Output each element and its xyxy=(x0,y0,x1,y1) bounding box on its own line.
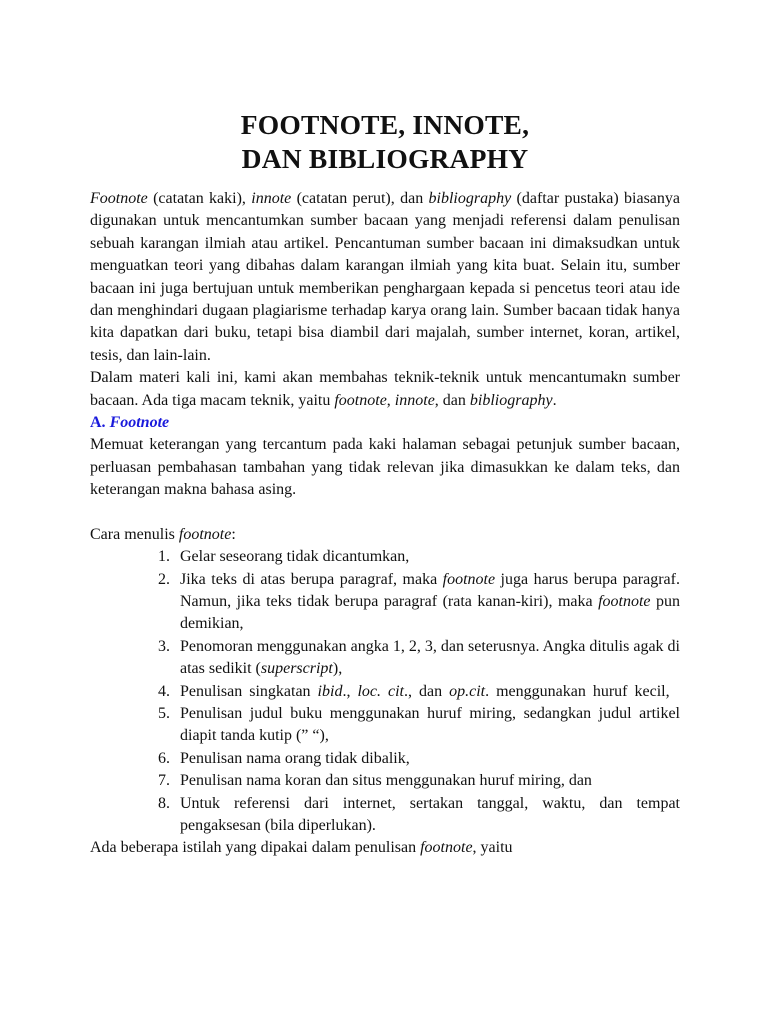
list-item xyxy=(90,569,680,636)
term-footnote: footnote xyxy=(598,592,651,610)
intro-text: (daftar pustaka) biasanya digunakan untuk mencantumkan sumber bacaan yang menjadi referensi dalam penulisan sebuah karangan ilmiah atau artikel. Pencantuman sumber bacaan ini dimaksudkan untuk menguatkan teori yang dibahas dalam karangan ilmiah yang kita buat. Selain itu, sumber bacaan ini juga bertujuan untuk memberikan penghargaan kepada si pencetus teori atau ide dan menghindari dugaan plagiarisme terhadap karya orang lain. Sumber bacaan tidak hanya kita dapatkan dari buku, tetapi bisa diambil dari majalah, sumber internet, koran, artikel, tesis, dan lain-lain. xyxy=(90,190,681,364)
list-text: juga harus berupa paragraf. Namun, jika teks tidak berupa paragraf (rata kanan-kiri), maka xyxy=(180,570,680,610)
list-item xyxy=(90,793,680,838)
list-text: Untuk referensi dari internet, sertakan tanggal, waktu, dan tempat pengaksesan (bila diperlukan). xyxy=(180,794,680,834)
list-item xyxy=(90,636,680,681)
term-loc-cit: loc. cit xyxy=(357,682,404,700)
term-innote: innote xyxy=(251,190,292,207)
list-text: ., xyxy=(342,682,358,700)
list-text: Jika teks di atas berupa paragraf, maka xyxy=(180,570,443,588)
list-item xyxy=(90,748,680,770)
list-text: . menggunakan huruf kecil, xyxy=(485,682,670,700)
list-item xyxy=(90,770,680,792)
list-number: 1. xyxy=(158,548,170,566)
closing-text: Ada beberapa istilah yang dipakai dalam penulisan xyxy=(90,839,421,857)
list-item xyxy=(90,546,680,568)
list-number: 8. xyxy=(158,794,170,812)
list-text: Penulisan nama orang tidak dibalik, xyxy=(180,749,410,767)
list-text: Penulisan judul buku menggunakan huruf miring, sedangkan judul artikel diapit tanda kutip (” “), xyxy=(180,704,680,745)
footnote-rules-list xyxy=(90,546,680,837)
term-footnote: footnote xyxy=(178,525,232,543)
cara-text: : xyxy=(231,525,236,543)
title-line-1: FOOTNOTE, INNOTE, xyxy=(240,109,530,140)
term-footnote: Footnote xyxy=(90,190,148,207)
closing-paragraph xyxy=(90,837,680,859)
list-text: ., dan xyxy=(403,682,450,700)
list-text: pun demikian, xyxy=(180,592,680,633)
section-a-body: Memuat keterangan yang tercantum pada kaki halaman sebagai petunjuk sumber bacaan, perluasan pembahasan tambahan yang tidak relevan jika dimasukkan ke dalam teks, dan keterangan makna bahasa asing. xyxy=(90,436,680,499)
section-a-name: Footnote xyxy=(109,414,170,432)
section-a-heading xyxy=(90,412,680,434)
term-bibliography: bibliography xyxy=(428,190,512,207)
section-a-prefix: A. xyxy=(90,414,110,432)
list-text: Penulisan singkatan xyxy=(180,682,318,700)
term-footnote: footnote xyxy=(442,570,496,588)
closing-text: , yaitu xyxy=(472,839,513,857)
list-number: 6. xyxy=(158,749,170,767)
intro-text: (catatan kaki), xyxy=(147,190,252,207)
cara-text: Cara menulis xyxy=(90,525,179,543)
materi-text: Dalam materi kali ini, kami akan membahas teknik-teknik untuk mencantumakn sumber bacaan. Ada tiga macam teknik, yaitu xyxy=(90,369,680,409)
document-page xyxy=(90,108,680,860)
materi-paragraph xyxy=(90,367,680,412)
list-number: 2. xyxy=(158,570,170,588)
list-number: 7. xyxy=(158,772,170,790)
list-number: 3. xyxy=(158,637,170,655)
term-footnote: footnote xyxy=(420,839,473,857)
blank-line xyxy=(90,502,680,524)
list-number: 5. xyxy=(158,704,170,722)
materi-text: . xyxy=(552,391,557,409)
term-innote: innote xyxy=(394,391,435,409)
list-item xyxy=(90,681,680,703)
list-item xyxy=(90,703,680,748)
intro-paragraph xyxy=(90,188,680,367)
cara-heading xyxy=(90,524,680,546)
term-bibliography: bibliography xyxy=(469,391,553,409)
term-footnote: footnote xyxy=(334,391,387,409)
term-superscript: superscript xyxy=(260,660,333,678)
materi-text: , dan xyxy=(434,391,470,409)
list-text: Penomoran menggunakan angka 1, 2, 3, dan seterusnya. Angka ditulis agak di atas sedikit ( xyxy=(180,637,680,678)
list-number: 4. xyxy=(158,682,170,700)
list-text: ), xyxy=(332,660,343,678)
materi-text: , xyxy=(386,391,395,409)
term-op-cit: op.cit xyxy=(449,682,486,700)
document-title xyxy=(90,108,680,176)
term-ibid: ibid xyxy=(317,682,343,700)
list-text: Penulisan nama koran dan situs menggunakan huruf miring, dan xyxy=(180,772,592,790)
title-line-2: DAN BIBLIOGRAPHY xyxy=(241,143,529,174)
list-text: Gelar seseorang tidak dicantumkan, xyxy=(180,548,410,566)
intro-text: (catatan perut), dan xyxy=(291,190,429,207)
